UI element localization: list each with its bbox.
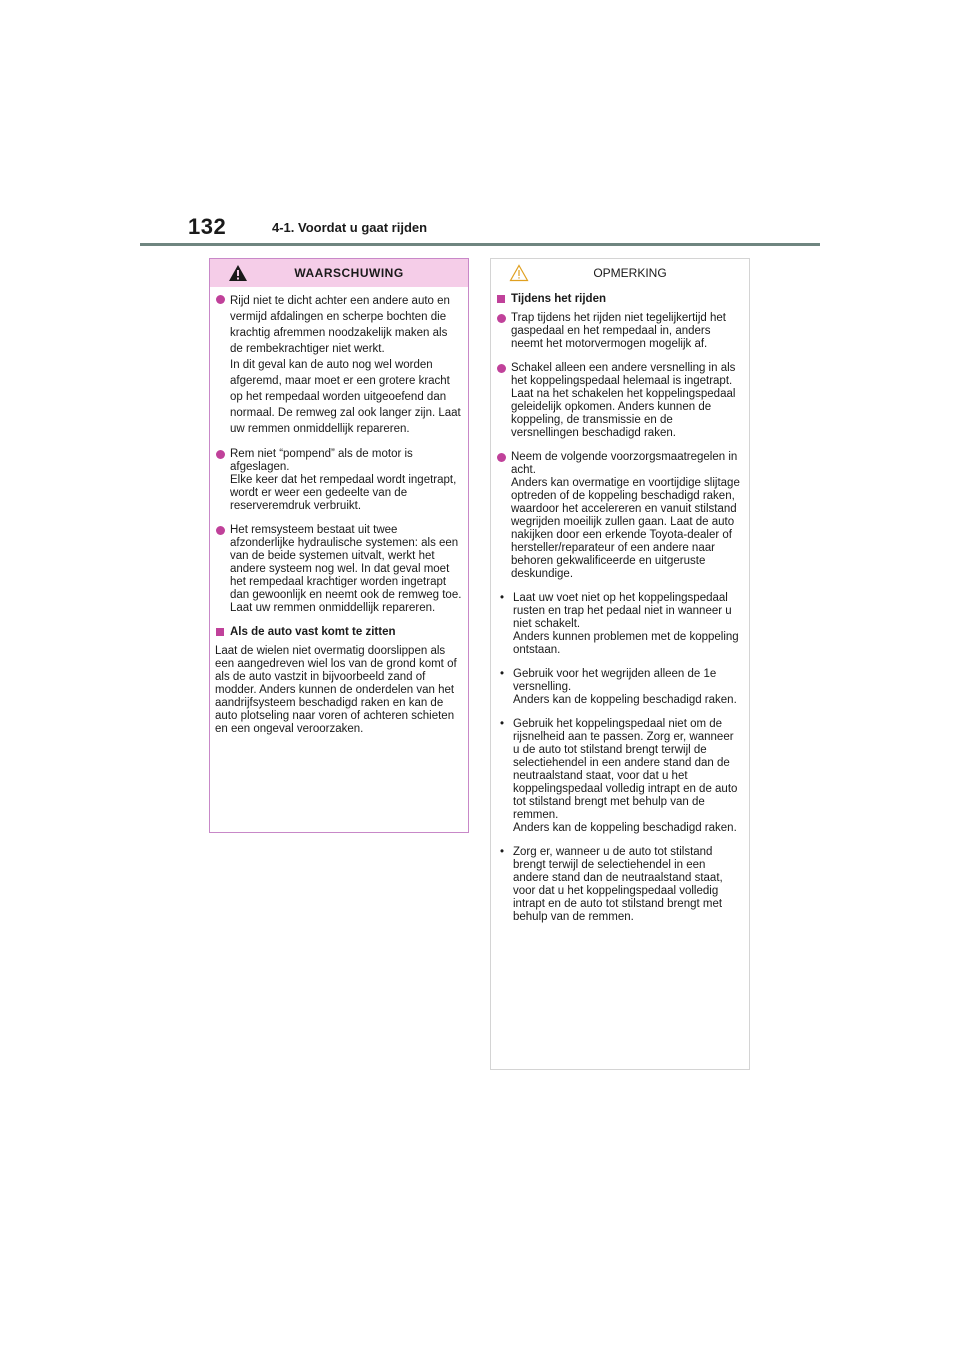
warning-subsection-text: Laat de wielen niet overmatig doorslippen als een aangedreven wiel los van de grond komt of als de auto vastzit in bijvoorbeeld zand of modder. Anders kunnen de onderdelen van het aandrijfsysteem beschadigd raken en kan de auto plotseling naar voren of achteren schieten en een ongeval veroorzaken.: [215, 645, 457, 735]
warning-header: [210, 259, 468, 287]
bullet-dot-icon: [216, 295, 225, 304]
note-dash-item-text: Gebruik het koppelingspedaal niet om de rijsnelheid aan te passen. Zorg er, wanneer u de auto tot stilstand brengt terwijl de selectiehendel in een andere stand dan de neutraalstand staat, voor dat u het koppelingspedaal volledig intrapt en de auto tot stilstand brengt met behulp van de remmen.: [513, 718, 738, 821]
warning-subsection-title-text: Als de auto vast komt te zitten: [230, 626, 396, 638]
warning-item: [215, 448, 462, 513]
warning-item: [215, 293, 462, 437]
bullet-dot-icon: [497, 314, 506, 323]
warning-item-text: In dit geval kan de auto nog wel worden afgeremd, maar moet er een grotere kracht op het rempedaal worden uitgeoefend dan normaal. De remweg zal ook langer zijn. Laat uw remmen onmiddellijk repareren.: [230, 359, 461, 435]
warning-subsection-title: [215, 626, 462, 639]
note-dash-item: [496, 592, 743, 657]
page-number: 132: [188, 214, 227, 239]
note-dash-item-text: Anders kan de koppeling beschadigd raken.: [513, 822, 737, 834]
note-subsection-title: [496, 293, 743, 306]
dash-bullet-icon: •: [500, 668, 505, 680]
note-header: [491, 259, 749, 287]
note-subsection-title-text: Tijdens het rijden: [511, 293, 606, 305]
note-dash-item-text: Zorg er, wanneer u de auto tot stilstand brengt terwijl de selectiehendel in een andere stand dan de neutraalstand staat, voor dat u het koppelingspedaal volledig intrapt en de auto tot stilstand brengt met behulp van de remmen.: [513, 846, 723, 923]
note-dash-item-text: Laat uw voet niet op het koppelingspedaal rusten en trap het pedaal niet in wanneer u niet schakelt.: [513, 592, 732, 630]
note-item-text: Trap tijdens het rijden niet tegelijkertijd het gaspedaal en het rempedaal in, anders neemt het motorvermogen mogelijk af.: [511, 312, 726, 350]
warning-item-text: Het remsysteem bestaat uit twee afzonderlijke hydraulische systemen: als een van de beide systemen uitvalt, werkt het andere systeem nog wel. In dat geval moet het rempedaal krachtiger worden ingetrapt dan gewoonlijk en neemt ook de remweg toe. Laat uw remmen onmiddellijk repareren.: [230, 524, 462, 614]
warning-triangle-icon: [228, 264, 248, 282]
note-item-text: Neem de volgende voorzorgsmaatregelen in acht.: [511, 451, 738, 476]
note-item-text: Schakel alleen een andere versnelling in als het koppelingspedaal helemaal is ingetrapt. Laat na het schakelen het koppelingspedaal geleidelijk opkomen. Anders kunnen de koppeling, de transmissie en de versnellingen beschadigd raken.: [511, 362, 736, 439]
header-divider: [140, 243, 820, 246]
page-header: [140, 200, 820, 246]
dash-bullet-icon: •: [500, 592, 505, 604]
note-title: OPMERKING: [593, 266, 667, 280]
bullet-dot-icon: [497, 453, 506, 462]
note-item-text: Anders kan overmatige en voortijdige slijtage optreden of de koppeling beschadigd raken, waardoor het accelereren en vanuit stilstand wegrijden moeilijk zullen gaan. Laat de auto nakijken door een erkende Toyota-dealer of hersteller/reparateur of een andere naar behoren gekwalificeerde en uitgeruste deskundige.: [511, 477, 740, 580]
bullet-dot-icon: [497, 364, 506, 373]
dash-bullet-icon: •: [500, 846, 505, 858]
note-item: [496, 451, 743, 581]
warning-item-text: Rem niet “pompend” als de motor is afgeslagen.: [230, 448, 413, 473]
section-title: 4-1. Voordat u gaat rijden: [272, 220, 428, 235]
note-item: [496, 362, 743, 440]
warning-title: WAARSCHUWING: [294, 266, 404, 280]
note-dash-item-text: Anders kan de koppeling beschadigd raken.: [513, 694, 737, 706]
square-bullet-icon: [216, 628, 224, 636]
warning-item-text: Rijd niet te dicht achter een andere auto en vermijd afdalingen en scherpe bochten die krachtig afremmen noodzakelijk maken als de rembekrachtiger niet werkt.: [230, 295, 450, 355]
dash-bullet-icon: •: [500, 718, 505, 730]
warning-box: [209, 258, 469, 833]
notice-triangle-icon: [509, 264, 529, 282]
square-bullet-icon: [497, 295, 505, 303]
bullet-dot-icon: [216, 526, 225, 535]
note-item: [496, 312, 743, 351]
note-dash-item: [496, 668, 743, 707]
bullet-dot-icon: [216, 450, 225, 459]
note-dash-item-text: Anders kunnen problemen met de koppeling ontstaan.: [513, 631, 739, 656]
note-dash-item: [496, 718, 743, 835]
warning-item-text: Elke keer dat het rempedaal wordt ingetrapt, wordt er weer een gedeelte van de reserveremdruk verbruikt.: [230, 474, 457, 512]
note-dash-item-text: Gebruik voor het wegrijden alleen de 1e versnelling.: [513, 668, 717, 693]
note-box: [490, 258, 750, 1070]
note-dash-item: [496, 846, 743, 924]
warning-item: [215, 524, 462, 615]
